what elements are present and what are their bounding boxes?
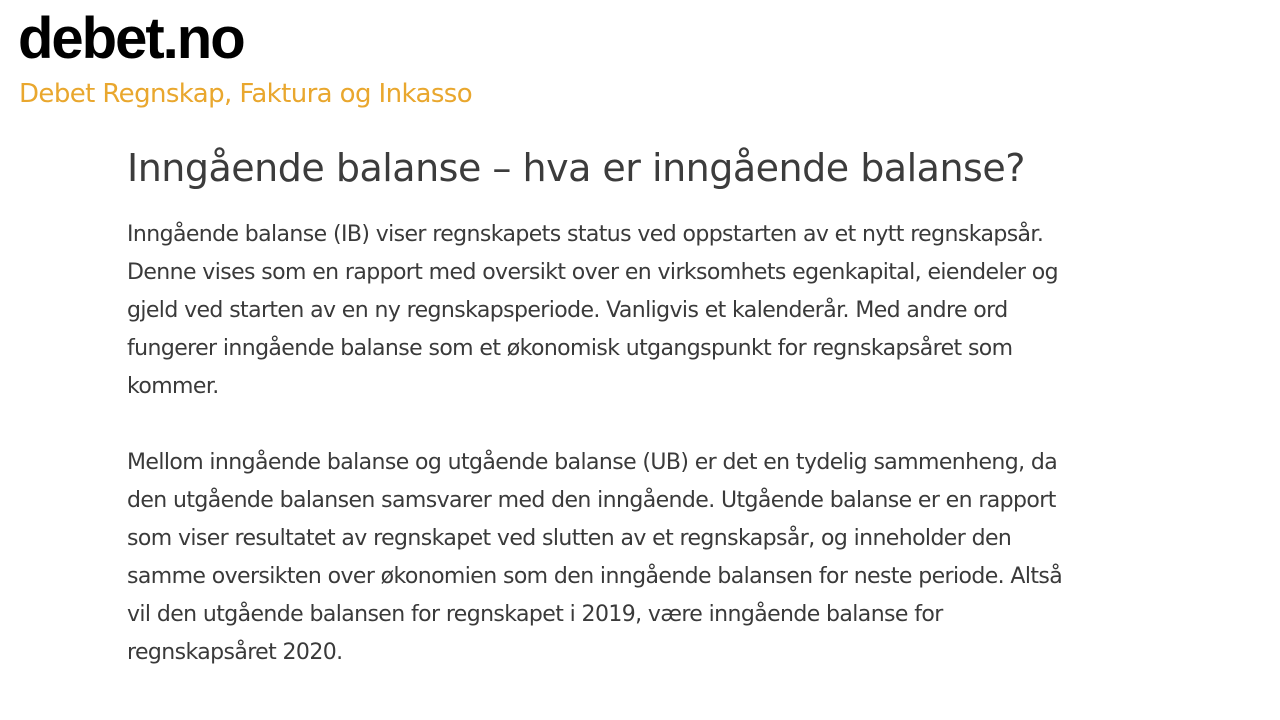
article-paragraph-1 bbox=[127, 216, 1127, 406]
paragraph-line: gjeld ved starten av en ny regnskapsperiode. Vanligvis et kalenderår. Med andre ord bbox=[127, 298, 1008, 323]
paragraph-line: Mellom inngående balanse og utgående balanse (UB) er det en tydelig sammenheng, da bbox=[127, 450, 1058, 475]
paragraph-line: Inngående balanse (IB) viser regnskapets status ved oppstarten av et nytt regnskapsår. bbox=[127, 222, 1044, 247]
paragraph-line: den utgående balansen samsvarer med den inngående. Utgående balanse er en rapport bbox=[127, 488, 1056, 513]
paragraph-line: Denne vises som en rapport med oversikt over en virksomhets egenkapital, eiendeler og bbox=[127, 260, 1058, 285]
paragraph-line: regnskapsåret 2020. bbox=[127, 640, 343, 665]
paragraph-line: kommer. bbox=[127, 374, 219, 399]
paragraph-line: fungerer inngående balanse som et økonomisk utgangspunkt for regnskapsåret som bbox=[127, 336, 1013, 361]
paragraph-line: som viser resultatet av regnskapet ved slutten av et regnskapsår, og inneholder den bbox=[127, 526, 1012, 551]
article bbox=[127, 140, 1127, 672]
site-tagline[interactable]: Debet Regnskap, Faktura og Inkasso bbox=[19, 79, 473, 109]
article-title: Inngående balanse – hva er inngående balanse? bbox=[127, 146, 1025, 190]
site-logo[interactable]: debet.no bbox=[18, 6, 244, 71]
site-header bbox=[18, 8, 472, 110]
paragraph-line: samme oversikten over økonomien som den inngående balansen for neste periode. Altså bbox=[127, 564, 1063, 589]
article-paragraph-2 bbox=[127, 444, 1127, 672]
paragraph-line: vil den utgående balansen for regnskapet i 2019, være inngående balanse for bbox=[127, 602, 943, 627]
